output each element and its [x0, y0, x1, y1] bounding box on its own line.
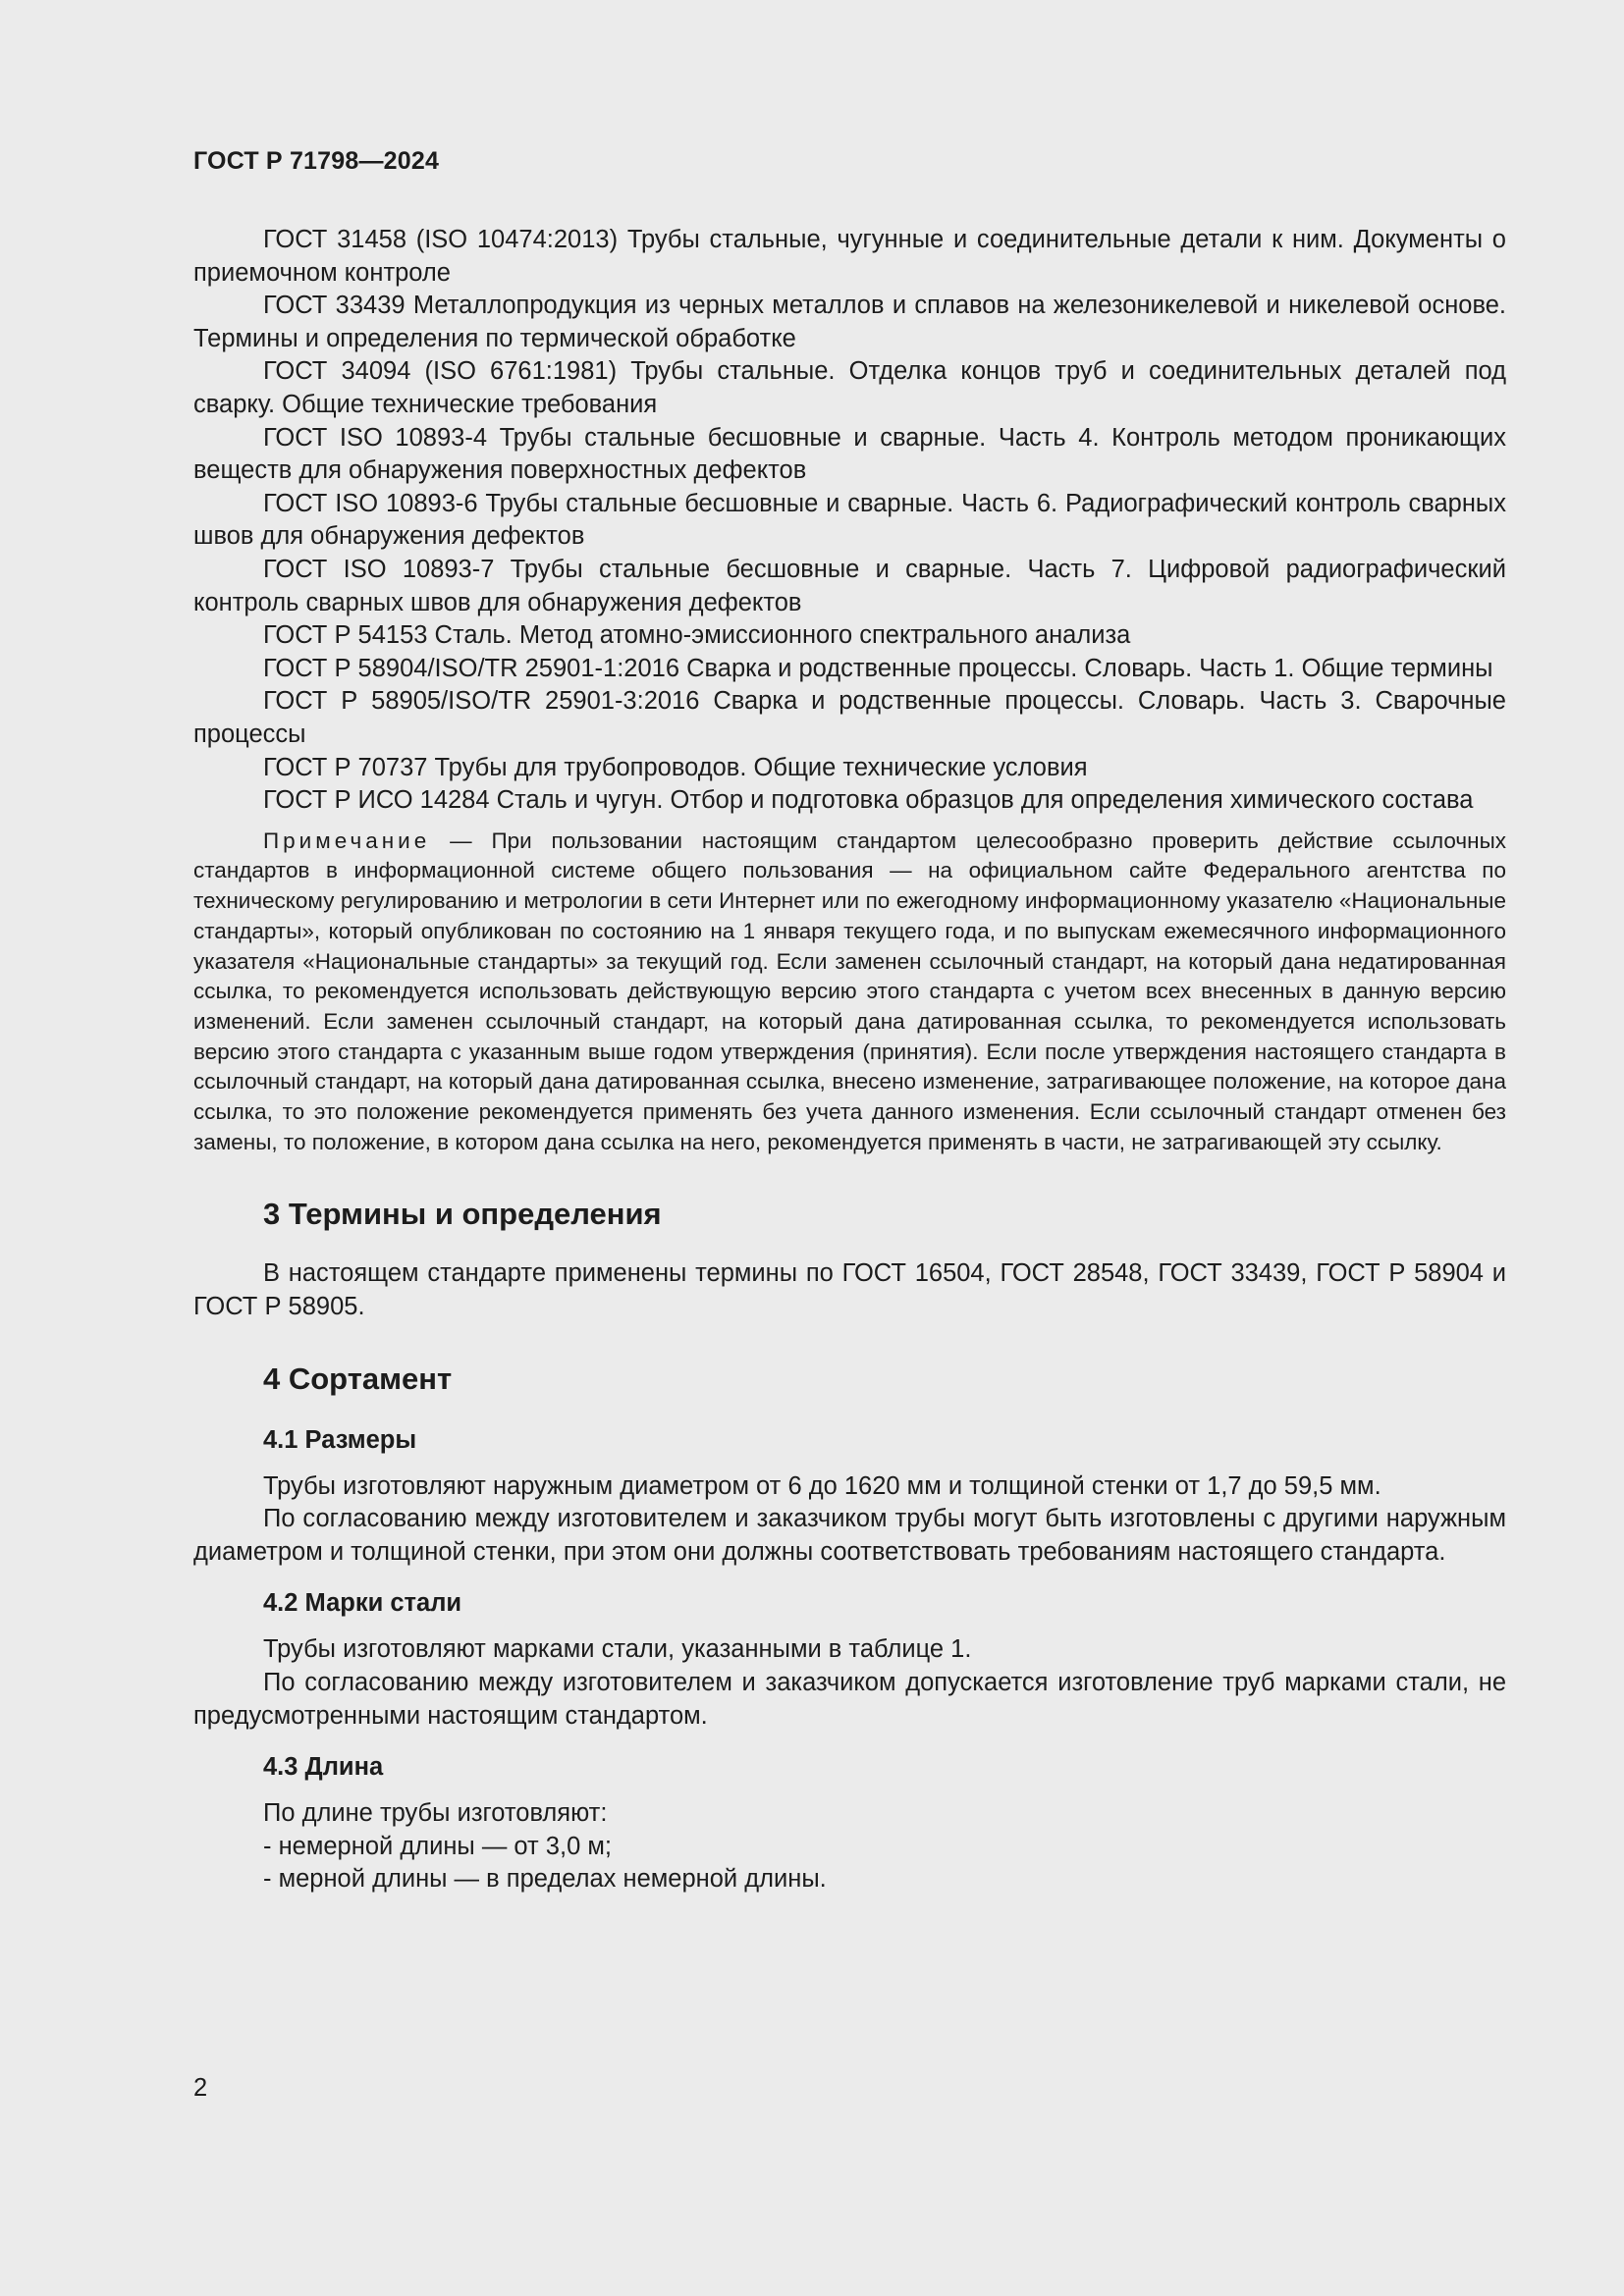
reference-item: ГОСТ ISO 10893-4 Трубы стальные бесшовные и сварные. Часть 4. Контроль методом проникающих веществ для обнаружения поверхностных дефектов — [193, 423, 1506, 485]
subsection-4-1-p2: По согласованию между изготовителем и заказчиком трубы могут быть изготовлены с другими наружным диаметром и толщиной стенки, при этом они должны соответствовать требованиям настоящего стандарта. — [193, 1505, 1506, 1566]
subsection-4-2-p1: Трубы изготовляют марками стали, указанными в таблице 1. — [263, 1635, 972, 1664]
list-item: - немерной длины — от 3,0 м; — [263, 1832, 612, 1860]
reference-item: ГОСТ ISO 10893-6 Трубы стальные бесшовные и сварные. Часть 6. Радиографический контроль сварных швов для обнаружения дефектов — [193, 489, 1506, 551]
note-paragraph — [193, 827, 1506, 1158]
note-text: — При пользовании настоящим стандартом целесообразно проверить действие ссылочных стандартов в информационной системе общего пользования — на официальном сайте Федерального агентства по техническому регулированию и метрологии в сети Интернет или по ежегодному информационному указателю «Национальные стандарты», который опубликован по состоянию на 1 января текущего года, и по выпускам ежемесячного информационного указателя «Национальные стандарты» за текущий год. Если заменен ссылочный стандарт, на который дана недатированная ссылка, то рекомендуется использовать действующую версию этого стандарта с учетом всех внесенных в данную версию изменений. Если заменен ссылочный стандарт, на который дана датированная ссылка, то рекомендуется использовать версию этого стандарта с указанным выше годом утверждения (принятия). Если после утверждения настоящего стандарта в ссылочный стандарт, на который дана датированная ссылка, внесено изменение, затрагивающее положение, на которое дана ссылка, то это положение рекомендуется применять без учета данного изменения. Если ссылочный стандарт отменен без замены, то положение, в котором дана ссылка на него, рекомендуется применять в части, не затрагивающей эту ссылку. — [193, 828, 1506, 1154]
reference-item: ГОСТ Р 58905/ISO/TR 25901-3:2016 Сварка и родственные процессы. Словарь. Часть 3. Сварочные процессы — [193, 687, 1506, 748]
reference-item: ГОСТ Р 58904/ISO/TR 25901-1:2016 Сварка и родственные процессы. Словарь. Часть 1. Общие термины — [263, 654, 1493, 682]
page-content — [193, 224, 1506, 1896]
doc-header: ГОСТ Р 71798—2024 — [193, 147, 440, 175]
subsection-4-3-p1: По длине трубы изготовляют: — [263, 1799, 608, 1828]
section-3-title: 3 Термины и определения — [263, 1197, 662, 1232]
reference-item: ГОСТ 34094 (ISO 6761:1981) Трубы стальные. Отделка концов труб и соединительных деталей под сварку. Общие технические требования — [193, 357, 1506, 418]
page-number: 2 — [193, 2074, 208, 2102]
reference-item: ГОСТ Р ИСО 14284 Сталь и чугун. Отбор и подготовка образцов для определения химического состава — [263, 786, 1474, 815]
subsection-4-2-title: 4.2 Марки стали — [263, 1589, 462, 1618]
section-4-title: 4 Сортамент — [263, 1361, 453, 1396]
subsection-4-3-title: 4.3 Длина — [263, 1753, 384, 1782]
reference-item: ГОСТ 33439 Металлопродукция из черных металлов и сплавов на железоникелевой и никелевой основе. Термины и определения по термической обработке — [193, 292, 1506, 352]
subsection-4-1-p1: Трубы изготовляют наружным диаметром от 6 до 1620 мм и толщиной стенки от 1,7 до 59,5 мм. — [263, 1471, 1381, 1500]
subsection-4-2-p2: По согласованию между изготовителем и заказчиком допускается изготовление труб марками стали, не предусмотренными настоящим стандартом. — [193, 1668, 1506, 1730]
subsection-4-1-title: 4.1 Размеры — [263, 1425, 417, 1454]
reference-item: ГОСТ Р 70737 Трубы для трубопроводов. Общие технические условия — [263, 753, 1088, 781]
reference-item: ГОСТ ISO 10893-7 Трубы стальные бесшовные и сварные. Часть 7. Цифровой радиографический контроль сварных швов для обнаружения дефектов — [193, 555, 1506, 616]
reference-item: ГОСТ 31458 (ISO 10474:2013) Трубы стальные, чугунные и соединительные детали к ним. Документы о приемочном контроле — [193, 226, 1506, 287]
reference-item: ГОСТ Р 54153 Сталь. Метод атомно-эмиссионного спектрального анализа — [263, 621, 1131, 650]
section-3-text: В настоящем стандарте применены термины по ГОСТ 16504, ГОСТ 28548, ГОСТ 33439, ГОСТ Р 58904 и ГОСТ Р 58905. — [193, 1259, 1506, 1321]
note-label: Примечание — [263, 828, 431, 853]
list-item: - мерной длины — в пределах немерной длины. — [263, 1865, 827, 1894]
